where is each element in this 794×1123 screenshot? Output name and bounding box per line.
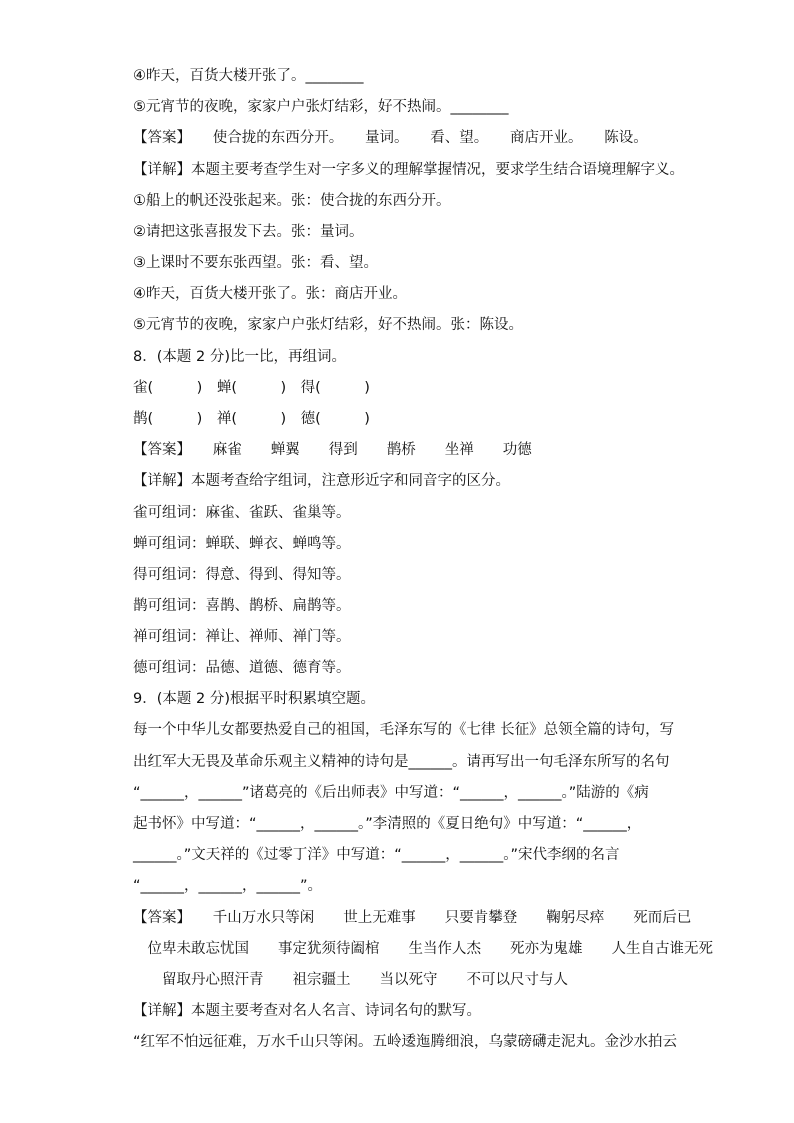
explanation-item: 鹊可组词：喜鹊、鹊桥、扁鹊等。 [133, 598, 351, 614]
explanation-line: 【详解】本题考查给字组词，注意形近字和同音字的区分。 [133, 473, 510, 489]
explanation-item-3: ③上课时不要东张西望。张：看、望。 [133, 255, 378, 271]
explanation-item-4: ④昨天，百货大楼开张了。张：商店开业。 [133, 286, 407, 302]
question-9-text: “______，______，______”。 [133, 878, 323, 894]
question-9-text: 每一个中华儿女都要热爱自己的祖国，毛泽东写的《七律 长征》总领全篇的诗句，写 [133, 722, 675, 738]
question-8-row-1: 雀( ) 蝉( ) 得( ) [133, 380, 370, 396]
explanation-item: 得可组词：得意、得到、得知等。 [133, 567, 351, 583]
explanation-item: 蝉可组词：蝉联、蝉衣、蝉鸣等。 [133, 536, 351, 552]
explanation-item: 德可组词：品德、道德、德育等。 [133, 660, 351, 676]
explanation-line: 【详解】本题主要考查对名人名言、诗词名句的默写。 [133, 1003, 481, 1019]
question-8-row-2: 鹊( ) 禅( ) 德( ) [133, 411, 370, 427]
question-8-title: 8．(本题 2 分)比一比，再组词。 [133, 349, 346, 365]
explanation-item: 雀可组词：麻雀、雀跃、雀巢等。 [133, 505, 351, 521]
answer-line-cont: 留取丹心照汗青 祖宗疆土 当以死守 不可以尺寸与人 [133, 972, 568, 988]
explanation-line: 【详解】本题主要考查学生对一字多义的理解掌握情况，要求学生结合语境理解字义。 [133, 162, 684, 178]
question-9-text: ______。”文天祥的《过零丁洋》中写道：“______，______。”宋代李纲的名言 [133, 847, 620, 863]
answer-line: 【答案】 使合拢的东西分开。 量词。 看、望。 商店开业。 陈设。 [133, 130, 648, 146]
question-9-text: “______，______”诸葛亮的《后出师表》中写道：“______，______。”陆游的《病 [133, 785, 649, 801]
question-9-text: 出红军大无畏及革命乐观主义精神的诗句是______。请再写出一句毛泽东所写的名句 [133, 754, 670, 770]
answer-line: 【答案】 千山万水只等闲 世上无难事 只要肯攀登 鞠躬尽瘁 死而后已 [133, 910, 692, 926]
question-item-5: ⑤元宵节的夜晚，家家户户张灯结彩，好不热闹。________ [133, 99, 509, 115]
question-9-title: 9．(本题 2 分)根据平时积累填空题。 [133, 691, 375, 707]
explanation-text: “红军不怕远征难，万水千山只等闲。五岭逶迤腾细浪，乌蒙磅礴走泥丸。金沙水拍云 [133, 1034, 678, 1050]
answer-line: 【答案】 麻雀 蝉翼 得到 鹊桥 坐禅 功德 [133, 442, 532, 458]
explanation-item-1: ①船上的帆还没张起来。张：使合拢的东西分开。 [133, 193, 451, 209]
explanation-item-5: ⑤元宵节的夜晚，家家户户张灯结彩，好不热闹。张：陈设。 [133, 317, 523, 333]
answer-line-cont: 位卑未敢忘忧国 事定犹须待阖棺 生当作人杰 死亦为鬼雄 人生自古谁无死 [133, 941, 713, 957]
explanation-item-2: ②请把这张喜报发下去。张：量词。 [133, 224, 364, 240]
question-item-4: ④昨天，百货大楼开张了。________ [133, 68, 364, 84]
question-9-text: 起书怀》中写道：“______，______。”李清照的《夏日绝句》中写道：“______， [133, 816, 642, 832]
explanation-item: 禅可组词：禅让、禅师、禅门等。 [133, 629, 351, 645]
